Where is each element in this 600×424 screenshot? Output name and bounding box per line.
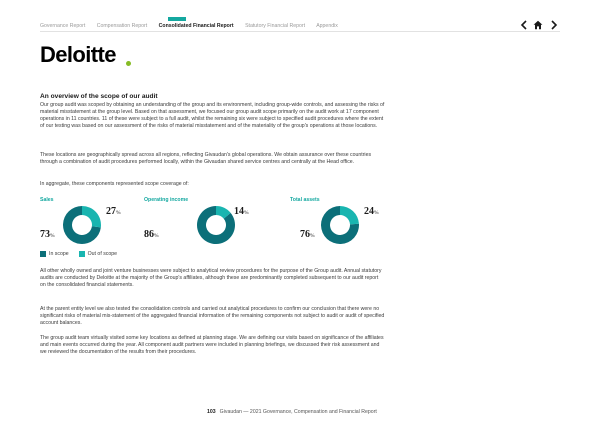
chart-legend	[40, 251, 127, 257]
nav-item-compensation[interactable]: Compensation Report	[96, 23, 148, 29]
value-label-in-scope	[300, 230, 315, 240]
logo-dot	[126, 61, 131, 66]
value-number: 24	[364, 206, 374, 217]
value-unit: %	[310, 233, 315, 239]
paragraph-5: At the parent entity level we also tested the consolidation controls and carried out analytical procedures to confirm our conclusion that there were no significant risks of material mis-statement of the aggregated financial information of the remaining components not subject to audit or audit of specified account balances.	[40, 306, 385, 327]
page-number: 103	[207, 409, 216, 415]
value-number: 14	[234, 206, 244, 217]
value-unit: %	[244, 210, 249, 216]
value-label-out-of-scope	[364, 207, 379, 217]
home-icon	[533, 20, 543, 30]
value-label-out-of-scope	[234, 207, 249, 217]
legend-swatch-out-of-scope	[79, 251, 85, 257]
paragraph-1: Our group audit was scoped by obtaining an understanding of the group and its environment, including group-wide controls, and assessing the risks of material misstatement at the group level. Based on that assessment, we focused our group audit scope primarily on the audit work at 17 component operations in 11 countries. 11 of these were subject to a full audit, whilst the remaining six were subject to specified audit procedures where the extent of our testing was based on our assessment of the risks of material misstatement and of the materiality of the group's operations at those locations.	[40, 102, 385, 130]
paragraph-6: The group audit team virtually visited some key locations as defined at planning stage. We are defining our visits based on significance of the affiliates and main events occurred during the year. All component audit partners were included in planning briefings, we discussed their risk assessment and we reviewed the documentation of the results from their procedures.	[40, 335, 384, 356]
prev-page-button[interactable]	[518, 19, 530, 31]
nav-item-statutory[interactable]: Statutory Financial Report	[245, 23, 306, 29]
chart-title-sales: Sales	[40, 197, 54, 203]
nav-active-indicator	[168, 17, 186, 21]
value-number: 73	[40, 229, 50, 240]
legend-item-in-scope	[40, 251, 69, 257]
value-number: 86	[144, 229, 154, 240]
donut-segment-out-of-scope	[340, 206, 359, 224]
chart-title-total-assets: Total assets	[290, 197, 320, 203]
legend-item-out-of-scope	[79, 251, 117, 257]
value-number: 76	[300, 229, 310, 240]
nav-item-governance[interactable]: Governance Report	[40, 23, 86, 29]
legend-label-in-scope: In scope	[49, 251, 69, 257]
chevron-left-icon	[520, 20, 528, 30]
value-label-in-scope	[40, 230, 55, 240]
paragraph-2: These locations are geographically spread across all regions, reflecting Givaudan's global operations. We obtain assurance over these countries through a combination of audit procedures performed locally, within the Givaudan shared service centres and centrally at the Head office.	[40, 152, 372, 166]
section-heading: An overview of the scope of our audit	[40, 93, 158, 100]
legend-swatch-in-scope	[40, 251, 46, 257]
footer-text: Givaudan — 2021 Governance, Compensation and Financial Report	[219, 409, 377, 415]
nav-item-appendix[interactable]: Appendix	[316, 23, 338, 29]
legend-label-out-of-scope: Out of scope	[87, 251, 118, 257]
donut-chart-total-assets	[320, 205, 360, 245]
home-button[interactable]	[532, 19, 544, 31]
value-label-in-scope	[144, 230, 159, 240]
donut-segment-out-of-scope	[82, 206, 101, 227]
page-footer	[207, 409, 377, 415]
donut-chart-sales	[62, 205, 102, 245]
value-number: 27	[106, 206, 116, 217]
nav-item-consolidated[interactable]: Consolidated Financial Report	[158, 23, 234, 29]
value-unit: %	[154, 233, 159, 239]
paragraph-3: In aggregate, these components represented scope coverage of:	[40, 181, 189, 187]
paragraph-4: All other wholly owned and joint venture businesses were subject to analytical review procedures for the purpose of the Group audit. Annual statutory audits are conducted by Deloitte at the majority of the Group's affiliates, although these are predominantly completed subsequent to our audit report on the consolidated financial statements.	[40, 268, 382, 289]
chart-title-operating-income: Operating income	[144, 197, 189, 203]
value-unit: %	[374, 210, 379, 216]
deloitte-logo: Deloitte	[40, 42, 116, 67]
nav-divider	[40, 31, 560, 32]
chevron-right-icon	[550, 20, 558, 30]
donut-chart-operating-income	[196, 205, 236, 245]
value-unit: %	[50, 233, 55, 239]
section-nav	[40, 23, 348, 29]
next-page-button[interactable]	[548, 19, 560, 31]
value-label-out-of-scope	[106, 207, 121, 217]
value-unit: %	[116, 210, 121, 216]
